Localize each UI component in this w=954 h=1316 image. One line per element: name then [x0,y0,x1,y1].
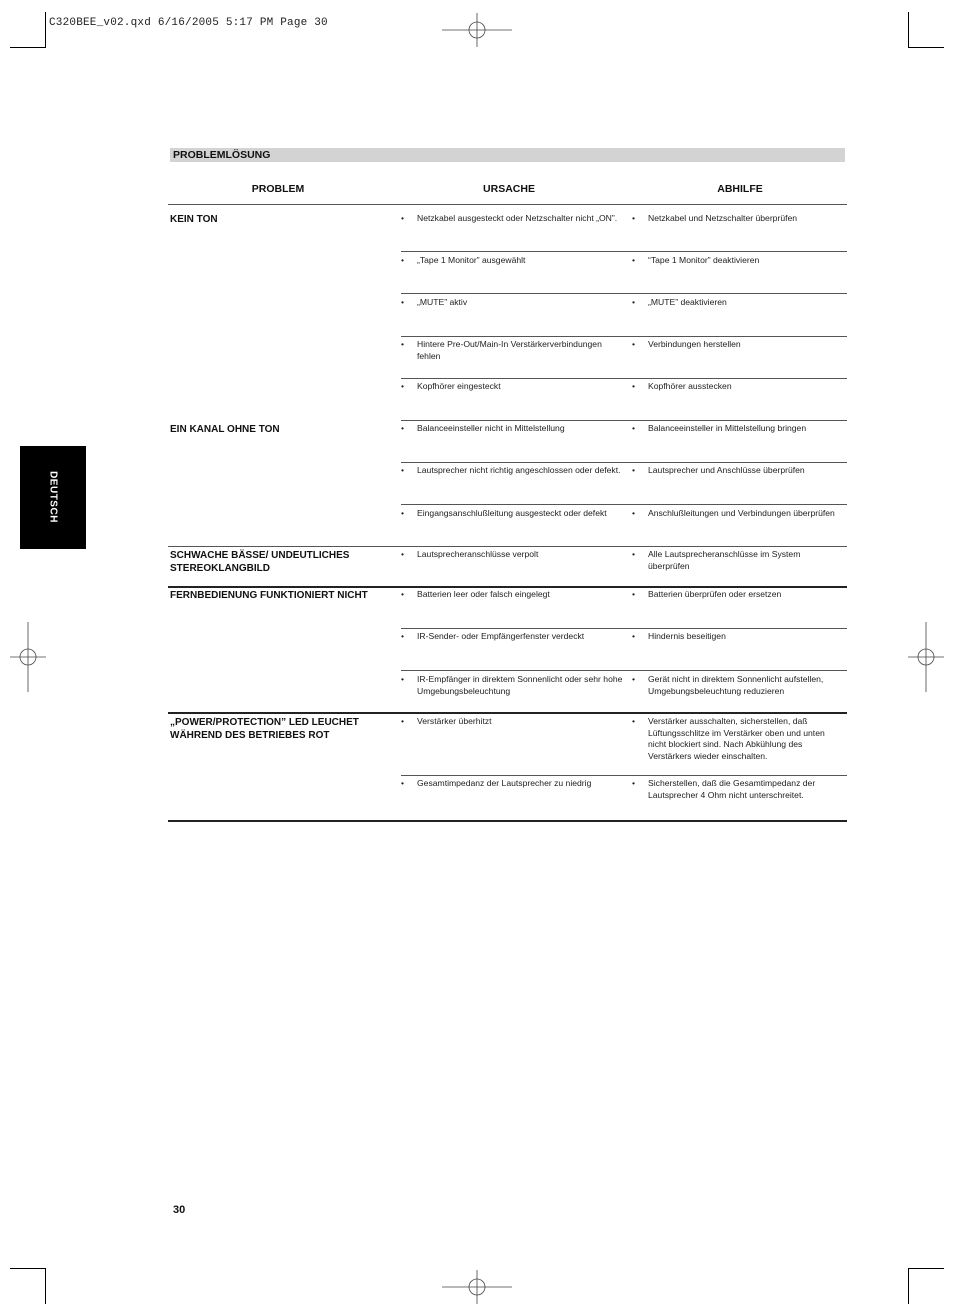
row-divider [401,336,847,337]
section-header-bar [170,148,845,162]
cause-cell: • Kopfhörer eingesteckt [401,381,501,391]
problem-title: „POWER/PROTECTION” LED LEUCHET WÄHREND DES BETRIEBES ROT [170,717,359,741]
remedy-cell: • Hindernis beseitigen [632,631,726,641]
row-divider [401,628,847,629]
crop-mark-bottom-right-h [908,1268,944,1269]
page-number: 30 [173,1204,186,1216]
language-side-tab [20,446,86,549]
table-bottom-rule [168,820,847,822]
remedy-cell: • Verstärker ausschalten, sicherstellen, daß Lüftungsschlitze im Verstärker oben und unten nicht blockiert sind. Nach Abkühlung des Verstärkers wieder einschalten. [632,716,825,761]
registration-mark-left [10,622,46,692]
remedy-cell: • Balanceeinsteller in Mittelstellung bringen [632,423,807,433]
row-divider [401,420,847,421]
registration-mark-right [908,622,944,692]
crop-mark-top-right-h [908,47,944,48]
row-divider [168,712,847,714]
cause-cell: • Balanceeinsteller nicht in Mittelstellung [401,423,565,433]
crop-mark-bottom-right-v [908,1268,909,1304]
cause-cell: • IR-Empfänger in direktem Sonnenlicht oder sehr hohe Umgebungsbeleuchtung [401,674,623,696]
cause-cell: • Verstärker überhitzt [401,716,492,726]
language-side-tab-label: DEUTSCH [47,471,59,523]
cause-cell: • Gesamtimpedanz der Lautsprecher zu niedrig [401,778,592,788]
remedy-cell: • Lautsprecher und Anschlüsse überprüfen [632,465,805,475]
problem-title: FERNBEDIENUNG FUNKTIONIERT NICHT [170,590,368,601]
row-divider [168,586,847,588]
row-divider [168,546,847,547]
row-divider [401,670,847,671]
row-divider [401,378,847,379]
cause-cell: • IR-Sender- oder Empfängerfenster verdeckt [401,631,585,641]
remedy-cell: • Verbindungen herstellen [632,339,741,349]
remedy-cell: • Sicherstellen, daß die Gesamtimpedanz der Lautsprecher 4 Ohm nicht unterschreitet. [632,778,816,800]
problem-title: KEIN TON [170,214,218,225]
remedy-cell: • Anschlußleitungen und Verbindungen überprüfen [632,508,835,518]
cause-cell: • „Tape 1 Monitor” ausgewählt [401,255,526,265]
cause-cell: • Lautsprecheranschlüsse verpolt [401,549,539,559]
cause-cell: • Netzkabel ausgesteckt oder Netzschalter nicht „ON”. [401,213,618,223]
remedy-cell: • Kopfhörer ausstecken [632,381,732,391]
cause-cell: • Lautsprecher nicht richtig angeschlossen oder defekt. [401,465,621,475]
crop-mark-bottom-left-h [10,1268,46,1269]
column-header-remedy: ABHILFE [717,183,763,195]
problem-title: EIN KANAL OHNE TON [170,424,280,435]
remedy-cell: • Batterien überprüfen oder ersetzen [632,589,782,599]
row-divider [401,293,847,294]
crop-mark-top-left-v [45,12,46,48]
print-slug: C320BEE_v02.qxd 6/16/2005 5:17 PM Page 30 [49,17,328,29]
column-header-problem: PROBLEM [251,183,305,195]
problem-title: SCHWACHE BÄSSE/ UNDEUTLICHES STEREOKLANGBILD [170,550,350,574]
table-top-rule [168,204,847,205]
cause-cell: • Eingangsanschlußleitung ausgesteckt oder defekt [401,508,607,518]
remedy-cell: • Netzkabel und Netzschalter überprüfen [632,213,798,223]
column-header-cause: URSACHE [483,183,535,195]
remedy-cell: • “Tape 1 Monitor” deaktivieren [632,255,760,265]
cause-cell: • Hintere Pre-Out/Main-In Verstärkerverbindungen fehlen [401,339,602,361]
row-divider [401,462,847,463]
crop-mark-top-right-v [908,12,909,48]
cause-cell: • „MUTE” aktiv [401,297,468,307]
remedy-cell: • „MUTE” deaktivieren [632,297,727,307]
registration-mark-bottom [442,1270,512,1304]
row-divider [401,251,847,252]
remedy-cell: • Gerät nicht in direktem Sonnenlicht aufstellen, Umgebungsbeleuchtung reduzieren [632,674,824,696]
cause-cell: • Batterien leer oder falsch eingelegt [401,589,550,599]
row-divider [401,504,847,505]
section-title: PROBLEMLÖSUNG [173,149,271,161]
crop-mark-top-left-h [10,47,46,48]
crop-mark-bottom-left-v [45,1268,46,1304]
registration-mark-top [442,13,512,47]
remedy-cell: • Alle Lautsprecheranschlüsse im System überprüfen [632,549,801,571]
row-divider [401,775,847,776]
